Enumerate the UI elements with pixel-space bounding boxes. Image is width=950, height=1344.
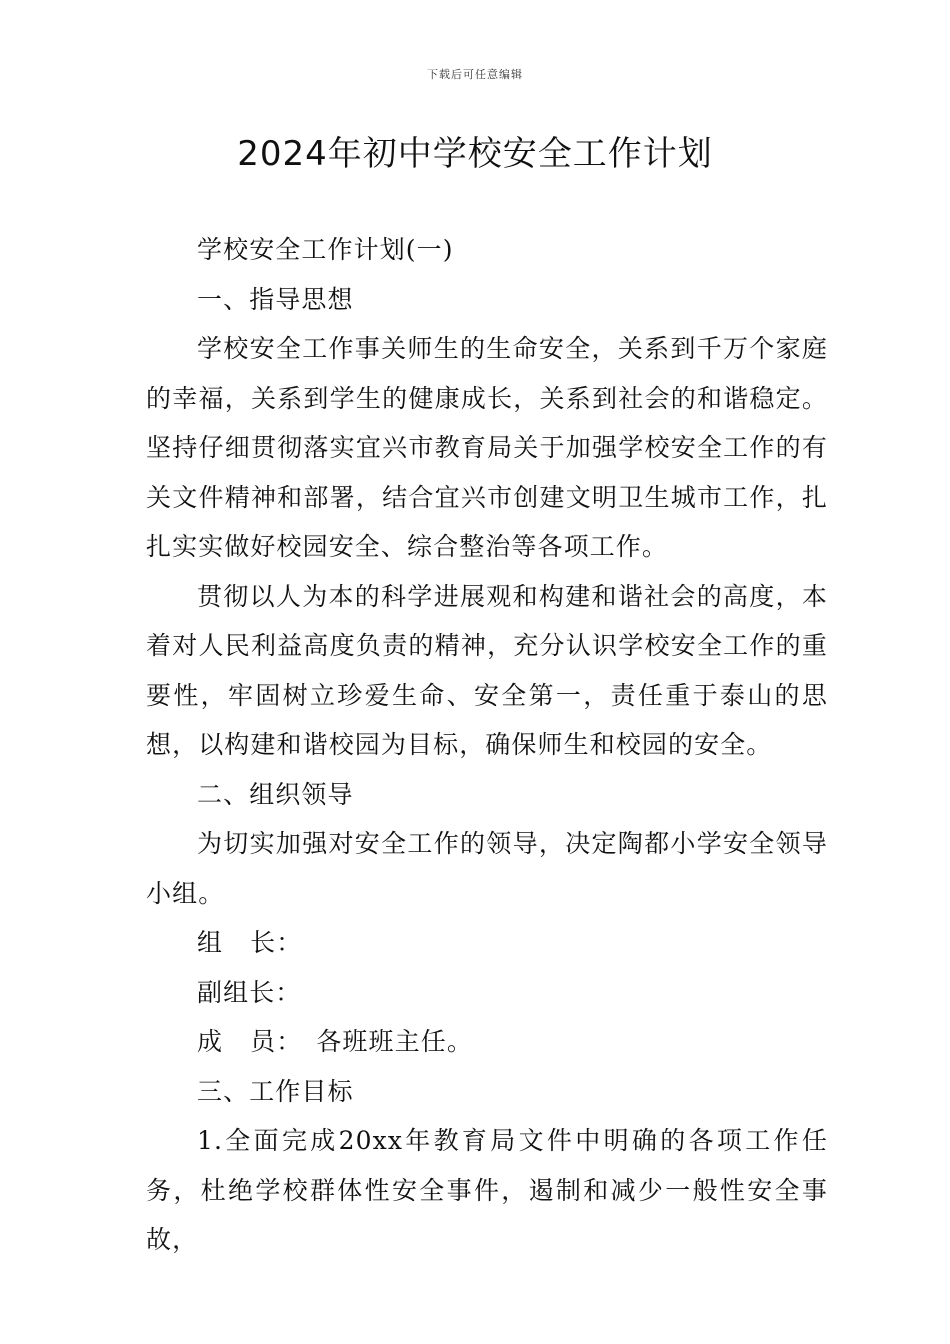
document-body	[146, 225, 828, 1265]
document-title: 2024年初中学校安全工作计划	[237, 134, 713, 174]
member-line	[146, 1017, 828, 1067]
leader-label-a: 组	[197, 928, 224, 957]
member-value: 各班班主任。	[316, 1027, 473, 1056]
section-subtitle: 学校安全工作计划(一)	[197, 235, 454, 264]
heading-guiding-ideology: 一、指导思想	[197, 284, 354, 314]
member-label-b: 员：	[250, 1027, 303, 1056]
paragraph-organization: 为切实加强对安全工作的领导，决定陶都小学安全领导小组。	[146, 829, 828, 908]
heading-work-goals: 三、工作目标	[197, 1076, 354, 1106]
deputy-line: 副组长：	[197, 977, 302, 1007]
heading-organization: 二、组织领导	[197, 779, 354, 809]
header-note: 下载后可任意编辑	[427, 68, 523, 81]
member-label-a: 成	[197, 1027, 224, 1056]
paragraph-guiding-2: 贯彻以人为本的科学进展观和构建和谐社会的高度，本着对人民利益高度负责的精神，充分认识学校安全工作的重要性，牢固树立珍爱生命、安全第一，责任重于泰山的思想，以构建和谐校园为目标，确保师生和校园的安全。	[146, 581, 828, 759]
leader-line	[146, 918, 828, 968]
leader-label-b: 长：	[250, 928, 303, 957]
paragraph-goal-1: 1.全面完成20xx年教育局文件中明确的各项工作任务，杜绝学校群体性安全事件，遏制和减少一般性安全事故，	[146, 1126, 828, 1254]
paragraph-guiding-1: 学校安全工作事关师生的生命安全，关系到千万个家庭的幸福，关系到学生的健康成长，关系到社会的和谐稳定。坚持仔细贯彻落实宜兴市教育局关于加强学校安全工作的有关文件精神和部署，结合宜兴市创建文明卫生城市工作，扎扎实实做好校园安全、综合整治等各项工作。	[146, 334, 828, 561]
